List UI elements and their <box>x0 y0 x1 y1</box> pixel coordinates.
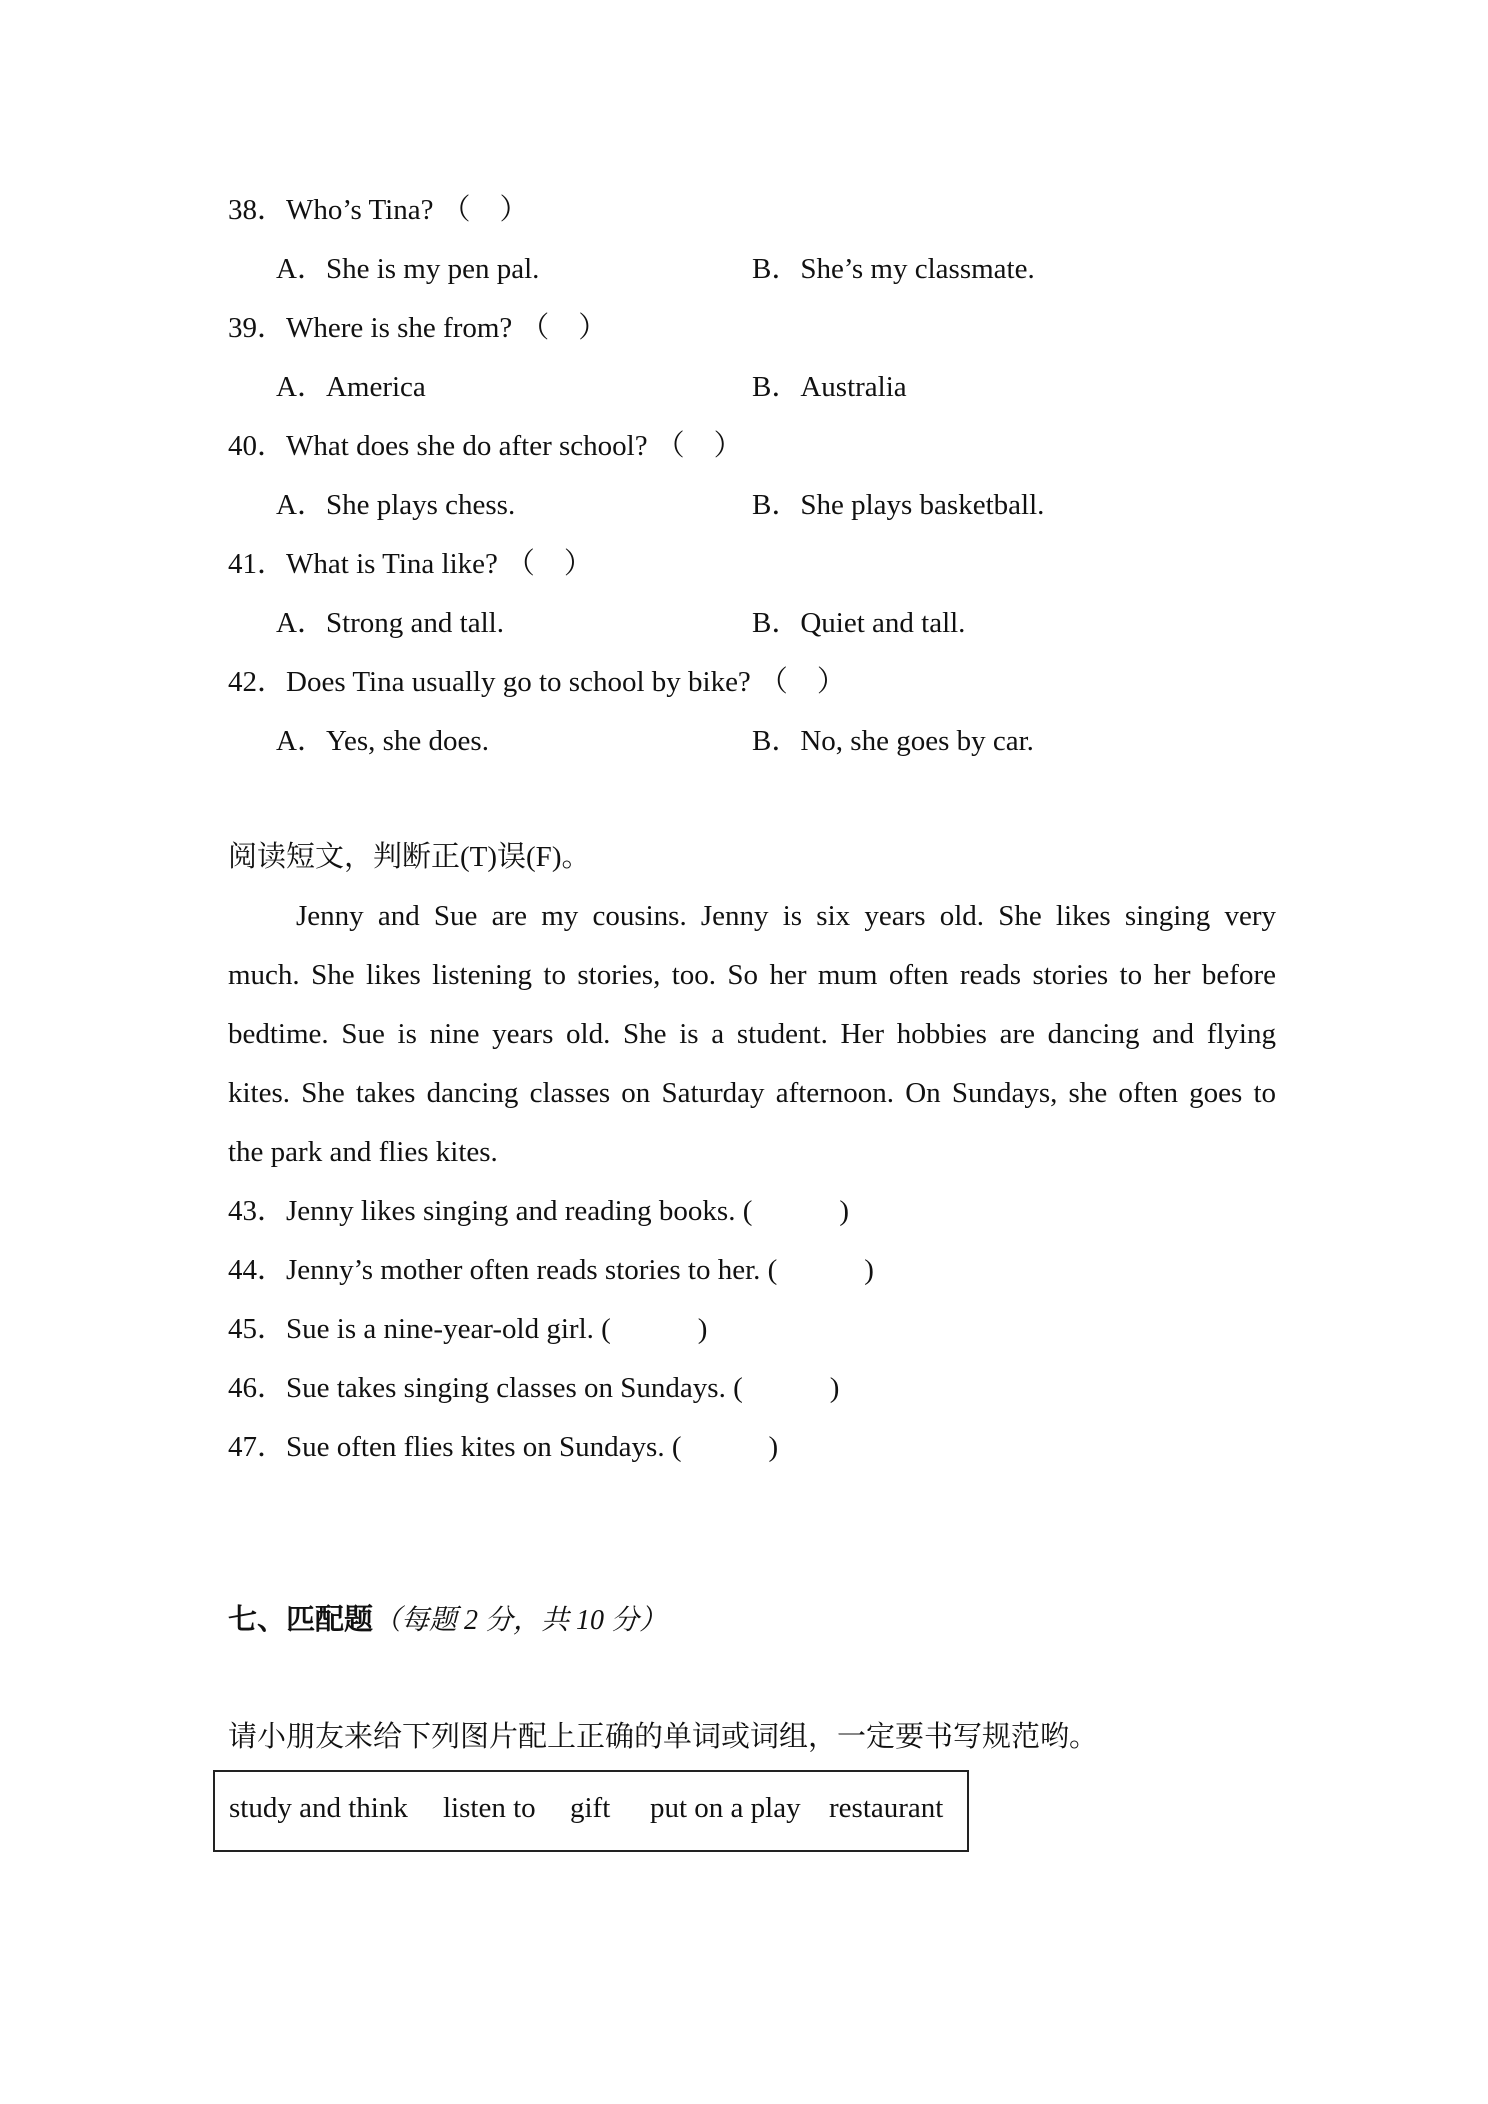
word-bank-item: listen to <box>443 1792 536 1824</box>
statement-number: 47． <box>228 1431 287 1463</box>
question-39 <box>228 314 607 343</box>
statement-45 <box>228 1315 707 1344</box>
statement-text: Sue often flies kites on Sundays. ( ) <box>286 1431 779 1463</box>
passage-line-4: kites. She takes dancing classes on Saturday afternoon. On Sundays, she often goes to <box>228 1077 1276 1109</box>
passage-line-5: the park and flies kites. <box>228 1136 498 1168</box>
question-38-option-a: A．She is my pen pal. <box>276 253 540 285</box>
statement-number: 46． <box>228 1372 287 1404</box>
question-stem: Does Tina usually go to school by bike? <box>286 666 751 698</box>
statement-text: Jenny likes singing and reading books. ( ) <box>286 1195 850 1227</box>
word-bank-item: restaurant <box>829 1792 944 1824</box>
statement-44 <box>228 1256 874 1285</box>
question-40-option-b: B．She plays basketball. <box>752 489 1045 521</box>
section-score-note: （每题 2 分，共 10 分） <box>373 1605 668 1636</box>
question-39-option-a: A．America <box>276 371 426 403</box>
word-bank-item: put on a play <box>650 1792 801 1824</box>
question-38-option-b: B．She’s my classmate. <box>752 253 1035 285</box>
section-7-instruction: 请小朋友来给下列图片配上正确的单词或词组，一定要书写规范哟。 <box>228 1721 1099 1753</box>
statement-number: 45． <box>228 1313 287 1345</box>
question-stem: Where is she from? <box>286 312 513 344</box>
question-number: 40． <box>228 430 287 462</box>
question-41-option-a: A．Strong and tall. <box>276 607 504 639</box>
reading-instruction: 阅读短文，判断正(T)误(F)。 <box>228 841 591 873</box>
question-38 <box>228 196 528 225</box>
statement-47 <box>228 1433 778 1462</box>
question-stem: What does she do after school? <box>286 430 648 462</box>
answer-blank: （ ） <box>655 430 743 462</box>
question-40 <box>228 432 743 461</box>
section-7-heading <box>228 1606 667 1635</box>
question-number: 41． <box>228 548 287 580</box>
answer-blank: （ ） <box>505 548 593 580</box>
statement-text: Sue is a nine-year-old girl. ( ) <box>286 1313 708 1345</box>
statement-46 <box>228 1374 839 1403</box>
question-number: 39． <box>228 312 287 344</box>
word-bank-item: study and think <box>229 1792 408 1824</box>
statement-43 <box>228 1197 849 1226</box>
answer-blank: （ ） <box>758 666 846 698</box>
question-41-option-b: B．Quiet and tall. <box>752 607 966 639</box>
statement-number: 43． <box>228 1195 287 1227</box>
word-bank-item: gift <box>570 1792 611 1824</box>
question-40-option-a: A．She plays chess. <box>276 489 516 521</box>
question-39-option-b: B．Australia <box>752 371 907 403</box>
question-42 <box>228 668 846 697</box>
statement-number: 44． <box>228 1254 287 1286</box>
question-stem: Who’s Tina? <box>286 194 434 226</box>
passage-line-3: bedtime. Sue is nine years old. She is a student. Her hobbies are dancing and flying <box>228 1018 1276 1050</box>
question-42-option-a: A．Yes, she does. <box>276 725 489 757</box>
question-number: 38． <box>228 194 287 226</box>
question-number: 42． <box>228 666 287 698</box>
statement-text: Sue takes singing classes on Sundays. ( ) <box>286 1372 840 1404</box>
question-42-option-b: B．No, she goes by car. <box>752 725 1034 757</box>
question-stem: What is Tina like? <box>286 548 498 580</box>
passage-line-1: Jenny and Sue are my cousins. Jenny is six years old. She likes singing very <box>296 900 1276 932</box>
word-bank-box <box>213 1770 969 1852</box>
question-41 <box>228 550 593 579</box>
answer-blank: （ ） <box>520 312 608 344</box>
passage-line-2: much. She likes listening to stories, too. So her mum often reads stories to her before <box>228 959 1276 991</box>
statement-text: Jenny’s mother often reads stories to her. ( ) <box>286 1254 874 1286</box>
answer-blank: （ ） <box>441 194 529 226</box>
section-title: 七、匹配题 <box>228 1604 374 1636</box>
